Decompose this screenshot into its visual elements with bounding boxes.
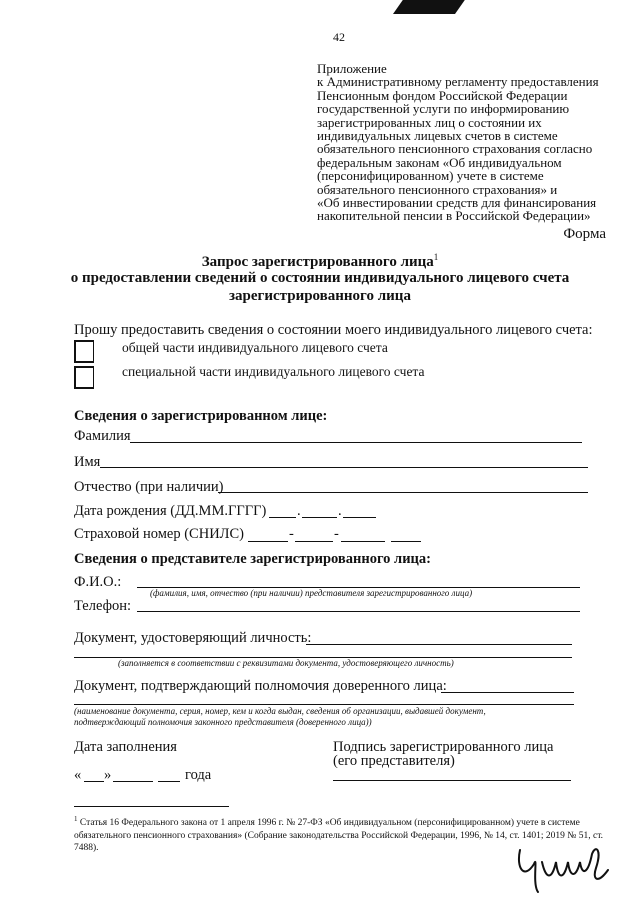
checkbox-special-part[interactable]: [74, 366, 94, 389]
name-field[interactable]: [100, 467, 588, 468]
patronymic-label: Отчество (при наличии): [74, 479, 224, 495]
appendix-line: индивидуальных лицевых счетов в системе: [317, 128, 558, 144]
snils-part-3[interactable]: [341, 541, 385, 542]
form-label: Форма: [563, 226, 606, 242]
appendix-line: Пенсионным фондом Российской Федерации: [317, 87, 568, 103]
page-number: 42: [333, 30, 345, 44]
snils-part-2[interactable]: [295, 541, 333, 542]
appendix-line: государственной услуги по информированию: [317, 101, 570, 117]
birth-year-field[interactable]: [343, 517, 376, 518]
fill-date-day-field[interactable]: [84, 781, 104, 782]
proxy-document-hint-2: подтверждающий полномочия законного представителя (доверенного лица)): [74, 717, 372, 727]
title-text: Запрос зарегистрированного лица: [201, 254, 434, 270]
corner-mark: [393, 0, 469, 14]
id-document-hint: (заполняется в соответствии с реквизитами документа, удостоверяющего личность): [118, 658, 454, 668]
person-heading: Сведения о зарегистрированном лице:: [74, 408, 328, 424]
proxy-document-hint-1: (наименование документа, серия, номер, кем и когда выдан, сведения об организации, выдавшей документ,: [74, 706, 486, 716]
appendix-line: к Административному регламенту предоставления: [317, 74, 599, 90]
title-footnote-mark: 1: [433, 252, 439, 262]
fill-date-month-field[interactable]: [113, 781, 153, 782]
appendix-line: (персонифицированном) учете в системе: [317, 168, 544, 184]
appendix-line: обязательного пенсионного страхования» и: [317, 181, 558, 197]
patronymic-field[interactable]: [218, 492, 588, 493]
option-general-part-label: общей части индивидуального лицевого счета: [122, 340, 388, 355]
option-special-part-label: специальной части индивидуального лицевого счета: [122, 364, 425, 379]
footnote-text: Статья 16 Федерального закона от 1 апреля 1996 г. № 27-ФЗ «Об индивидуальном (персонифицированном) учете в системе обязательного пенсионного страхования» (Собрание законодательства Российской Федерации, 1996, № 14, ст. 1401; 2019 № 51, ст. 7488).: [74, 818, 604, 854]
snils-part-1[interactable]: [248, 541, 288, 542]
fill-date-close-quote: »: [104, 767, 112, 783]
proxy-document-label: Документ, подтверждающий полномочия доверенного лица:: [74, 678, 447, 694]
fill-date-open-quote: «: [74, 767, 82, 783]
fio-hint: (фамилия, имя, отчество (при наличии) представителя зарегистрированного лица): [150, 588, 473, 598]
signature-label-2: (его представителя): [333, 753, 455, 769]
name-label: Имя: [74, 454, 101, 470]
id-document-label: Документ, удостоверяющий личность:: [74, 630, 312, 646]
surname-field[interactable]: [130, 442, 582, 443]
intro-text: Прошу предоставить сведения о состоянии моего индивидуального лицевого счета:: [74, 322, 593, 338]
fill-date-year-field[interactable]: [158, 781, 180, 782]
signature-field[interactable]: [333, 780, 571, 781]
appendix-block: [317, 62, 617, 223]
surname-label: Фамилия: [74, 428, 131, 444]
title-line-1: [0, 252, 640, 271]
footnote-divider: [74, 806, 229, 807]
birth-day-field[interactable]: [269, 517, 296, 518]
appendix-line: зарегистрированных лиц о состоянии их: [317, 114, 542, 130]
proxy-document-field-2[interactable]: [74, 704, 574, 705]
signature-label-1: Подпись зарегистрированного лица: [333, 739, 554, 755]
title-line-3: зарегистрированного лица: [229, 288, 411, 304]
footnote-mark: 1: [74, 815, 78, 823]
appendix-line: Приложение: [317, 61, 387, 76]
fio-label: Ф.И.О.:: [74, 574, 122, 590]
appendix-line: федеральным законам «Об индивидуальном: [317, 154, 562, 170]
representative-heading: Сведения о представителе зарегистрированного лица:: [74, 551, 431, 567]
fill-date-year-label: года: [185, 767, 212, 783]
proxy-document-field[interactable]: [441, 692, 574, 693]
snils-part-4[interactable]: [391, 541, 421, 542]
phone-label: Телефон:: [74, 598, 132, 614]
phone-field[interactable]: [137, 611, 580, 612]
handwritten-signature: [512, 840, 617, 898]
fill-date-label: Дата заполнения: [74, 739, 177, 755]
snils-label: Страховой номер (СНИЛС): [74, 526, 245, 542]
birth-date-label: Дата рождения (ДД.ММ.ГГГГ): [74, 503, 267, 519]
title-line-2: о предоставлении сведений о состоянии индивидуального лицевого счета: [70, 270, 570, 286]
appendix-line: накопительной пенсии в Российской Федерации»: [317, 208, 591, 224]
appendix-line: «Об инвестировании средств для финансирования: [317, 195, 597, 211]
appendix-line: обязательного пенсионного страхования согласно: [317, 141, 593, 157]
birth-month-field[interactable]: [302, 517, 337, 518]
id-document-field[interactable]: [306, 644, 572, 645]
checkbox-general-part[interactable]: [74, 340, 94, 363]
